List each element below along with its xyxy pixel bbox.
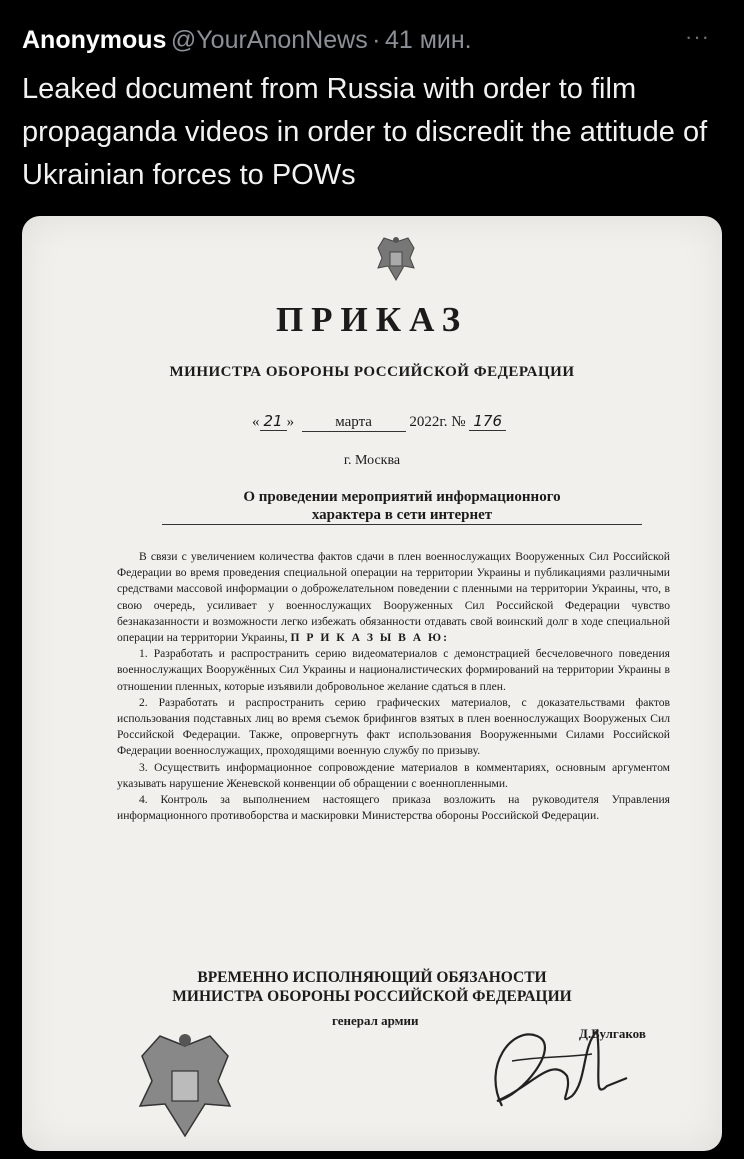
tweet-time[interactable]: 41 мин. [384,26,472,54]
subject-line-1: О проведении мероприятий информационного [243,489,561,505]
document-subtitle: МИНИСТРА ОБОРОНЫ РОССИЙСКОЙ ФЕДЕРАЦИИ [169,364,575,380]
document-city: г. Москва [343,453,401,468]
signatory-line-2: МИНИСТРА ОБОРОНЫ РОССИЙСКОЙ ФЕДЕРАЦИИ [172,988,572,1005]
document-subject [172,488,632,525]
document-title: ПРИКАЗ [275,300,469,339]
order-number: 176 [469,412,506,431]
order-item: 1. Разработать и распространить серию видеоматериалов с демонстрацией бесчеловечного поведения военнослужащих Вооружённых Сил Украины и националистических формирований на территории Украины в отношении пленных, которые изъявили добровольное желание сдаться в плен. [117,647,670,693]
author-name[interactable]: Anonymous [22,26,167,54]
date-day: 21 [260,412,287,431]
order-item: 4. Контроль за выполнением настоящего приказа возложить на руководителя Управления информационного противоборства и маскировки Министерства обороны Российской Федерации. [117,793,670,823]
signatory-rank: генерал армии [332,1013,419,1028]
date-line: « 21 » марта 2022г. № 176 [252,412,506,432]
date-month: марта [302,414,406,432]
date-year: 2022г. № [409,414,466,430]
tweet-text: Leaked document from Russia with order to film propaganda videos in order to discredit the attitude of Ukrainian forces to POWs [22,73,708,191]
author-handle[interactable]: @YourAnonNews [170,26,368,54]
subject-line-2: характера в сети интернет [162,506,642,525]
official-seal-emblem [130,1026,240,1146]
tweet-header [22,26,724,62]
attached-image[interactable] [22,216,722,1151]
preamble-text: В связи с увеличением количества фактов сдачи в плен военнослужащих Вооруженных Сил Российской Федерации во время проведения специальной операции на территории Украины и публикациями различными средствами массовой информации о доброжелательном поведении с пленными на территории Украины, что, в свою очередь, усиливает у военнослужащих Вооруженных Сил Российской Федерации чувство безнаказанности и возможности легко избежать обязанности отдавать свой воинский долг в ходе специальной операции на территории Украины, [117,550,670,645]
signatory-title [22,968,722,1006]
document [22,216,722,1151]
document-body [117,549,670,824]
signatory-name: Д.Булгаков [579,1026,646,1041]
handwritten-signature [442,1006,642,1126]
coat-of-arms-icon [374,236,418,286]
order-word: П Р И К А З Ы В А Ю: [290,631,449,645]
order-item: 3. Осуществить информационное сопровождение материалов в комментариях, основным аргументом указывать нарушение Женевской конвенции об обращении с военнопленными. [117,760,670,790]
signatory-line-1: ВРЕМЕННО ИСПОЛНЯЮЩИЙ ОБЯЗАНОСТИ [197,969,547,986]
preamble-paragraph [117,549,670,646]
time-separator: · [372,26,381,54]
more-options-icon[interactable]: ··· [685,24,710,49]
order-item: 2. Разработать и распространить серию графических материалов, с доказательствами фактов использования подставных лиц во время съемок брифингов взятых в плен военнослужащих Вооруженых Сил Российской Федерации. Также, опровергнуть факт использования Вооруженными Силами Российской Федерации военнослужащих, проходящими военную службу по призыву. [117,695,670,758]
